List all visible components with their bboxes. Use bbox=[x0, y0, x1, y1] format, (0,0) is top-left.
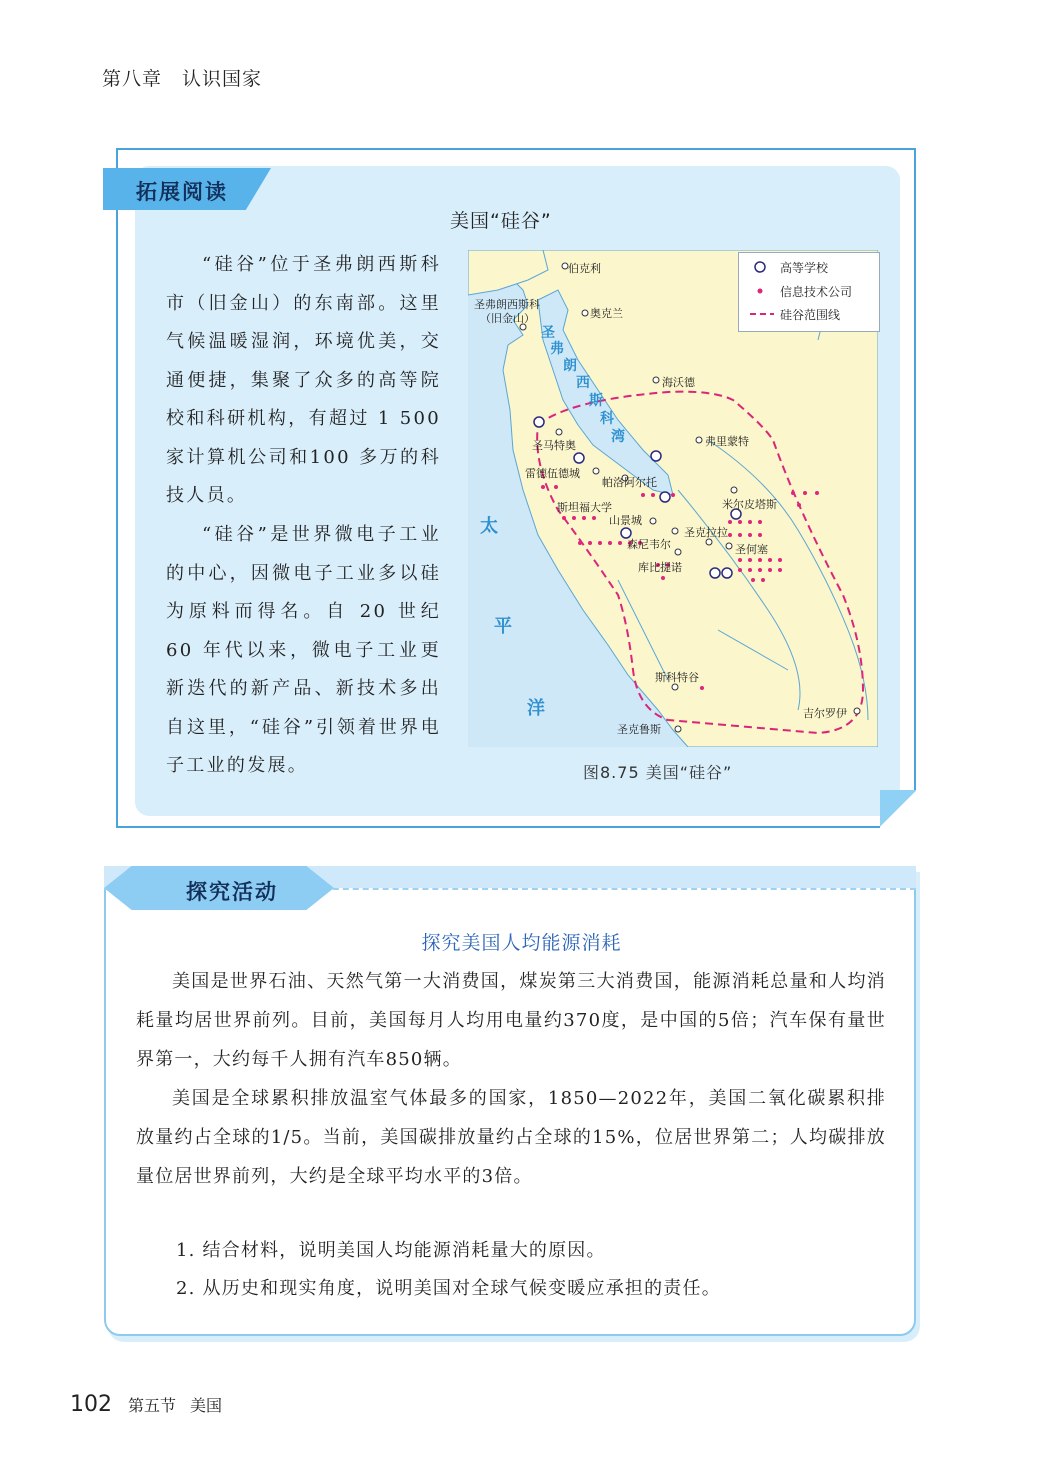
legend-symbols bbox=[750, 258, 778, 328]
page-fold-corner bbox=[880, 790, 916, 828]
label-san-francisco: 圣弗朗西斯科 bbox=[474, 298, 540, 311]
extended-reading-paragraph-2: “硅谷”是世界微电子工业的中心，因微电子工业多以硅为原料而得名。自 20 世纪 60 年代以来，微电子工业更新迭代的新产品、新技术多出自这里，“硅谷”引领着世界电子工业的发展。 bbox=[166, 524, 441, 776]
inquiry-tab-label: 探究活动 bbox=[186, 880, 278, 904]
chapter-title: 认识国家 bbox=[182, 68, 263, 90]
bay-name-char-1: 圣 bbox=[541, 325, 555, 341]
chapter-header bbox=[102, 64, 282, 91]
footer-section: 第五节 bbox=[128, 1396, 177, 1415]
extended-reading-tab-label: 拓展阅读 bbox=[136, 180, 228, 204]
label-san-jose: 圣何塞 bbox=[735, 543, 768, 556]
label-stanford: 斯坦福大学 bbox=[557, 501, 612, 514]
chapter-number: 第八章 bbox=[102, 68, 163, 90]
label-milpitas: 米尔皮塔斯 bbox=[722, 498, 777, 511]
label-oakland: 奥克兰 bbox=[590, 307, 623, 320]
inquiry-question-2: 2. 从历史和现实角度，说明美国对全球气候变暖应承担的责任。 bbox=[176, 1278, 721, 1299]
label-scotts-valley: 斯科特谷 bbox=[655, 671, 699, 684]
bay-name-char-4: 西 bbox=[576, 375, 590, 391]
label-hayward: 海沃德 bbox=[662, 376, 695, 389]
extended-reading-paragraph-1: “硅谷”位于圣弗朗西斯科市（旧金山）的东南部。这里气候温暖湿润，环境优美，交通便捷，集聚了众多的高等院校和科研机构，有超过 1 500 家计算机公司和100 多万的科技人员。 bbox=[166, 254, 441, 506]
bay-name-char-3: 朗 bbox=[563, 358, 577, 374]
inquiry-paragraph-1: 美国是世界石油、天然气第一大消费国，煤炭第三大消费国，能源消耗总量和人均消耗量均居世界前列。目前，美国每月人均用电量约370度，是中国的5倍；汽车保有量世界第一，大约每千人拥有汽车850辆。 bbox=[136, 971, 886, 1070]
legend-university: 高等学校 bbox=[780, 261, 829, 275]
inquiry-paragraph-2: 美国是全球累积排放温室气体最多的国家，1850—2022年，美国二氧化碳累积排放量约占全球的1/5。当前，美国碳排放量约占全球的15%，位居世界第二；人均碳排放量位居世界前列，大约是全球平均水平的3倍。 bbox=[136, 1088, 886, 1187]
legend-it-company: 信息技术公司 bbox=[780, 285, 853, 299]
label-palo-alto: 帕洛阿尔托 bbox=[602, 476, 657, 489]
page-footer bbox=[70, 1392, 236, 1417]
label-mountain-view: 山景城 bbox=[609, 514, 642, 527]
page-number: 102 bbox=[70, 1392, 112, 1417]
ocean-name-char-2: 平 bbox=[494, 616, 512, 637]
label-santa-clara: 圣克拉拉 bbox=[684, 526, 728, 539]
label-fremont: 弗里蒙特 bbox=[705, 435, 749, 448]
label-santa-cruz: 圣克鲁斯 bbox=[617, 723, 661, 736]
university-icon bbox=[755, 262, 765, 272]
footer-section-title: 美国 bbox=[190, 1396, 223, 1415]
label-redwood-city: 雷德伍德城 bbox=[525, 467, 580, 480]
bay-name-char-5: 斯 bbox=[589, 393, 603, 409]
inquiry-question-1: 1. 结合材料，说明美国人均能源消耗量大的原因。 bbox=[176, 1240, 606, 1261]
ocean-name-char-3: 洋 bbox=[527, 698, 545, 719]
label-sunnyvale: 森尼韦尔 bbox=[627, 538, 671, 551]
bay-name-char-6: 科 bbox=[600, 411, 614, 427]
label-gilroy: 吉尔罗伊 bbox=[803, 707, 847, 720]
legend-boundary: 硅谷范围线 bbox=[780, 308, 841, 322]
extended-reading-title: 美国“硅谷” bbox=[450, 210, 552, 232]
ocean-name-char-1: 太 bbox=[480, 516, 498, 537]
bay-name-char-2: 弗 bbox=[550, 341, 564, 357]
it-company-icon bbox=[758, 289, 763, 294]
figure-caption: 图8.75 美国“硅谷” bbox=[583, 763, 733, 782]
label-san-francisco-alt: （旧金山） bbox=[480, 312, 535, 325]
label-berkeley: 伯克利 bbox=[568, 262, 601, 275]
label-san-mateo: 圣马特奥 bbox=[532, 439, 576, 452]
label-cupertino: 库比提诺 bbox=[638, 561, 682, 574]
inquiry-title: 探究美国人均能源消耗 bbox=[421, 932, 622, 954]
bay-name-char-7: 湾 bbox=[611, 429, 625, 445]
